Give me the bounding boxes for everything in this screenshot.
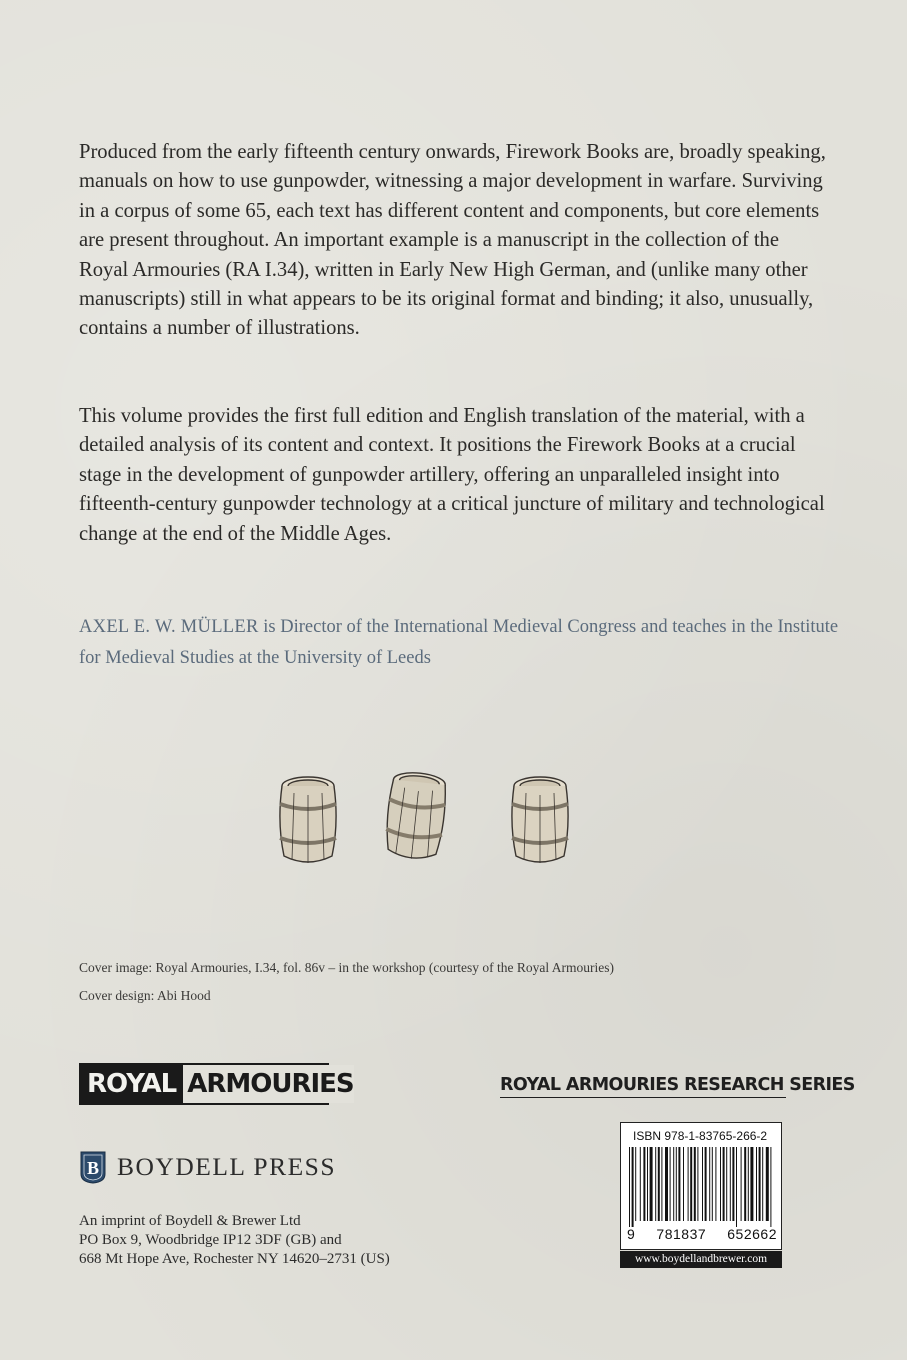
author-bio-text: is Director of the International Medieval Congress and teaches in the Institute for Medieval Studies at the University of Leeds — [79, 617, 839, 668]
barcode-bar — [732, 1147, 734, 1221]
publisher-name: BOYDELL PRESS — [117, 1152, 337, 1181]
publisher-url: www.boydellandbrewer.com — [620, 1251, 782, 1268]
barcode-bar — [748, 1147, 749, 1221]
barcode-bar — [676, 1147, 677, 1221]
barcode-bar — [647, 1147, 648, 1221]
barcode-bar — [726, 1147, 727, 1221]
barcode-bar — [678, 1147, 680, 1221]
barcode-bar — [665, 1147, 668, 1221]
description-paragraph-2: This volume provides the first full edition and English translation of the material, with a detailed analysis of its content and context. It positions the Firework Books at a crucial stage in the development of gunpowder artillery, offering an unparalleled insight into fifteenth-century gunpowder technology at a critical juncture of military and technological change at the end of the Middle Ages. — [79, 405, 825, 545]
barcode-bar — [655, 1147, 656, 1221]
cover-design-credit: Cover design: Abi Hood — [79, 988, 211, 1003]
barcode-bar — [632, 1147, 634, 1227]
barcode-bar — [697, 1147, 698, 1221]
barcode-bar — [673, 1147, 674, 1221]
isbn-digit-group: 781837 — [656, 1226, 707, 1242]
boydell-press-logo — [79, 1150, 336, 1184]
barrels-illustration — [272, 768, 582, 868]
barcode-bar — [694, 1147, 696, 1221]
barcode-bar — [759, 1147, 761, 1221]
barcode-bar — [683, 1147, 684, 1221]
barcode-bar — [702, 1147, 703, 1221]
series-name: ROYAL ARMOURIES RESEARCH SERIES — [500, 1075, 786, 1098]
isbn-label: ISBN 978-1-83765-266-2 — [633, 1129, 768, 1143]
publisher-imprint — [79, 1212, 390, 1269]
barcode-bar — [741, 1147, 742, 1221]
barcode-bar — [766, 1147, 769, 1221]
barcode-bar — [715, 1147, 716, 1221]
barrel-1 — [280, 777, 336, 863]
barcode-bar — [670, 1147, 671, 1221]
author-bio — [79, 612, 839, 674]
barcode-bar — [756, 1147, 757, 1221]
imprint-line: PO Box 9, Woodbridge IP12 3DF (GB) and — [79, 1232, 342, 1248]
barcode-bar — [661, 1147, 662, 1221]
barcode-bar — [744, 1147, 746, 1221]
barcode-bar — [709, 1147, 710, 1221]
isbn-digit-group: 652662 — [727, 1226, 777, 1242]
royal-armouries-logo-right: ARMOURIES — [183, 1065, 353, 1103]
barcode-bar — [730, 1147, 731, 1221]
imprint-line: An imprint of Boydell & Brewer Ltd — [79, 1213, 301, 1229]
royal-armouries-logo-left: ROYAL — [81, 1065, 179, 1103]
barcode-bar — [705, 1147, 707, 1221]
barcode-bar — [688, 1147, 689, 1221]
barcode-bar — [770, 1147, 771, 1227]
barcode-bar — [629, 1147, 630, 1227]
barcode-bar — [750, 1147, 753, 1221]
barcode-bar — [762, 1147, 763, 1221]
isbn-digit-group: 9 — [627, 1226, 636, 1242]
isbn-barcode — [620, 1122, 782, 1250]
royal-armouries-logo — [79, 1063, 354, 1105]
cover-image-credit: Cover image: Royal Armouries, I.34, fol. 86v – in the workshop (courtesy of the Royal Armouries) — [79, 960, 615, 975]
barcode-bar — [640, 1147, 641, 1221]
author-name: AXEL E. W. MÜLLER — [79, 617, 259, 637]
barrel-3 — [512, 777, 568, 863]
barcode-bar — [690, 1147, 692, 1221]
barcode-bars — [627, 1147, 777, 1227]
barrel-2 — [383, 770, 448, 861]
barcode-bar — [736, 1147, 737, 1227]
barcode-bar — [650, 1147, 653, 1221]
barcode-bar — [635, 1147, 636, 1221]
barcode-bar — [720, 1147, 721, 1221]
barcode-bar — [723, 1147, 725, 1221]
boydell-badge-letter: B — [86, 1158, 100, 1178]
barcode-bar — [712, 1147, 713, 1221]
imprint-line: 668 Mt Hope Ave, Rochester NY 14620–2731 (US) — [79, 1251, 390, 1267]
barcode-bar — [643, 1147, 645, 1221]
isbn-digits — [627, 1226, 777, 1242]
boydell-badge-icon — [79, 1150, 107, 1184]
description-paragraph-1: Produced from the early fifteenth century onwards, Firework Books are, broadly speaking, manuals on how to use gunpowder, witnessing a major development in warfare. Surviving in a corpus of some 65, each text has different content and components, but core elements are present throughout. An important example is a manuscript in the collection of the Royal Armouries (RA I.34), written in Early New High German, and (unlike many other manuscripts) still in what appears to be its original format and binding; it also, unusually, contains a number of illustrations. — [79, 141, 826, 340]
barcode-bar — [658, 1147, 660, 1221]
